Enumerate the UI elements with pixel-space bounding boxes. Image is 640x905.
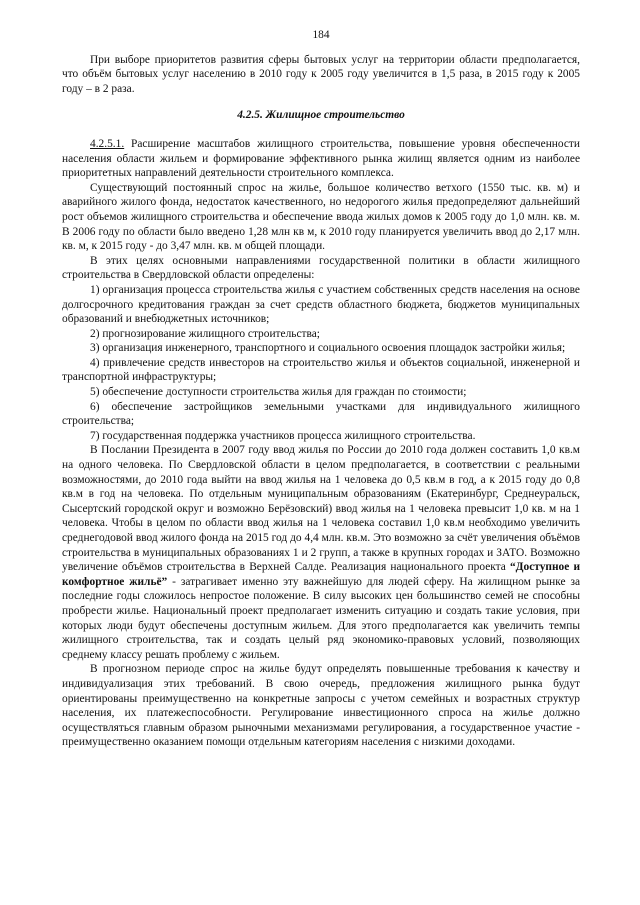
- paragraph-text-part-2: - затрагивает именно эту важнейшую для людей сферу. На жилищном рынке за последние годы сложилось непростое положение. В силу высоких цен большинство семей не способны пробрести жилье. Национальный проект предполагает изменить ситуацию и создать такие условия, при которых люди будут обеспечены доступным жильем. Для этого предполагается как увеличить темпы жилищного строительства, так и создать целый ряд экономико-правовых условий, позволяющих среднему классу решать проблему с жильем.: [62, 575, 580, 661]
- paragraph-president-message: [62, 443, 580, 662]
- paragraph-forecast: В прогнозном периоде спрос на жилье будут определять повышенные требования к качеству и индивидуализация этих требований. В свою очередь, предложения жилищного рынка будут ориентированы преимущественно на конкретные запросы с учетом семейных и возрастных структур населения, их платежеспособности. Регулирование инвестиционного спроса на жилье должно осуществляться главным образом рыночными механизмами регулирования, а государственное участие - преимущественно оказанием помощи отдельным категориям населения с низкими доходами.: [62, 663, 580, 749]
- clause-text: Расширение масштабов жилищного строительства, повышение уровня обеспеченности населения области жильем и формирование эффективного рынка жилищ является одним из наиболее приоритетных направлений деятельности строительного комплекса.: [62, 137, 580, 180]
- list-item: 5) обеспечение доступности строительства жилья для граждан по стоимости;: [90, 386, 467, 399]
- list-item: 3) организация инженерного, транспортного и социального освоения площадок застройки жилья;: [90, 342, 566, 355]
- list-item: 4) привлечение средств инвесторов на строительство жилья и объектов социальной, инженерной и транспортной инфраструктуры;: [62, 356, 580, 384]
- paragraph-demand: Существующий постоянный спрос на жилье, большое количество ветхого (1550 тыс. кв. м) и аварийного жилого фонда, недостаток качественного, но недорогого жилья предопределяют дальнейший рост объемов жилищного строительства и обеспечение ввода жилых домов к 2005 году до 1,0 млн. кв. м. В 2006 году по области было введено 1,28 млн кв м, к 2010 году планируется увеличить ввод до 2,17 млн. кв. м, к 2015 году - до 3,47 млн. кв. м общей площади.: [62, 181, 580, 253]
- clause-number: 4.2.5.1.: [90, 137, 125, 150]
- section-title: 4.2.5. Жилищное строительство: [237, 109, 405, 122]
- list-item: 7) государственная поддержка участников процесса жилищного строительства.: [90, 429, 476, 442]
- list-item: 2) прогнозирование жилищного строительства;: [90, 327, 320, 340]
- paragraph-text-part-1: В Послании Президента в 2007 году ввод жилья по России до 2010 года должен составить 1,0 кв.м на одного человека. По Свердловской области в целом предполагается, в соответствии с реальными возможностями, до 2010 года выйти на ввод жилья на 1 человека до 0,5 кв.м в год, а к 2015 году до 0,8 кв.м в год на человека. По отдельным муниципальным образованиям (Екатеринбург, Среднеуральск, Сысертский городской округ и возможно Берёзовский) ввод жилья на 1 человека превысит 1,0 кв. м на 1 человека. Чтобы в целом по области ввод жилья на 1 человека составил 1,0 кв.м необходимо увеличить среднегодовой ввод жилого фонда на 2015 год до 4,4 млн. кв.м. Это возможно за счёт увеличения объёмов строительства в муниципальных образованиях 1 и 2 групп, а также в крупных городах и ЗАТО. Возможно увеличение объёмов строительства в Верхней Салде. Реализация национального проекта: [62, 444, 580, 574]
- intro-paragraph: При выборе приоритетов развития сферы бытовых услуг на территории области предполагается, что объём бытовых услуг населению в 2010 году к 2005 году увеличится в 1,5 раза, в 2015 году к 2005 году – в 2 раза.: [62, 53, 580, 95]
- paragraph-directions: В этих целях основными направлениями государственной политики в области жилищного строительства в Свердловской области определены:: [62, 254, 580, 282]
- page-number: 184: [312, 29, 330, 41]
- paragraph-4-2-5-1: [62, 137, 580, 181]
- national-project-name: “Доступное и комфортное жильё”: [62, 561, 581, 588]
- document-page: [62, 28, 580, 750]
- list-item: 1) организация процесса строительства жилья с участием собственных средств населения на основе долгосрочного кредитования граждан за счет средств областного бюджета, бюджетов муниципальных образований и внебюджетных источников;: [62, 283, 580, 326]
- list-item: 6) обеспечение застройщиков земельными участками для индивидуального жилищного строительства;: [62, 400, 580, 428]
